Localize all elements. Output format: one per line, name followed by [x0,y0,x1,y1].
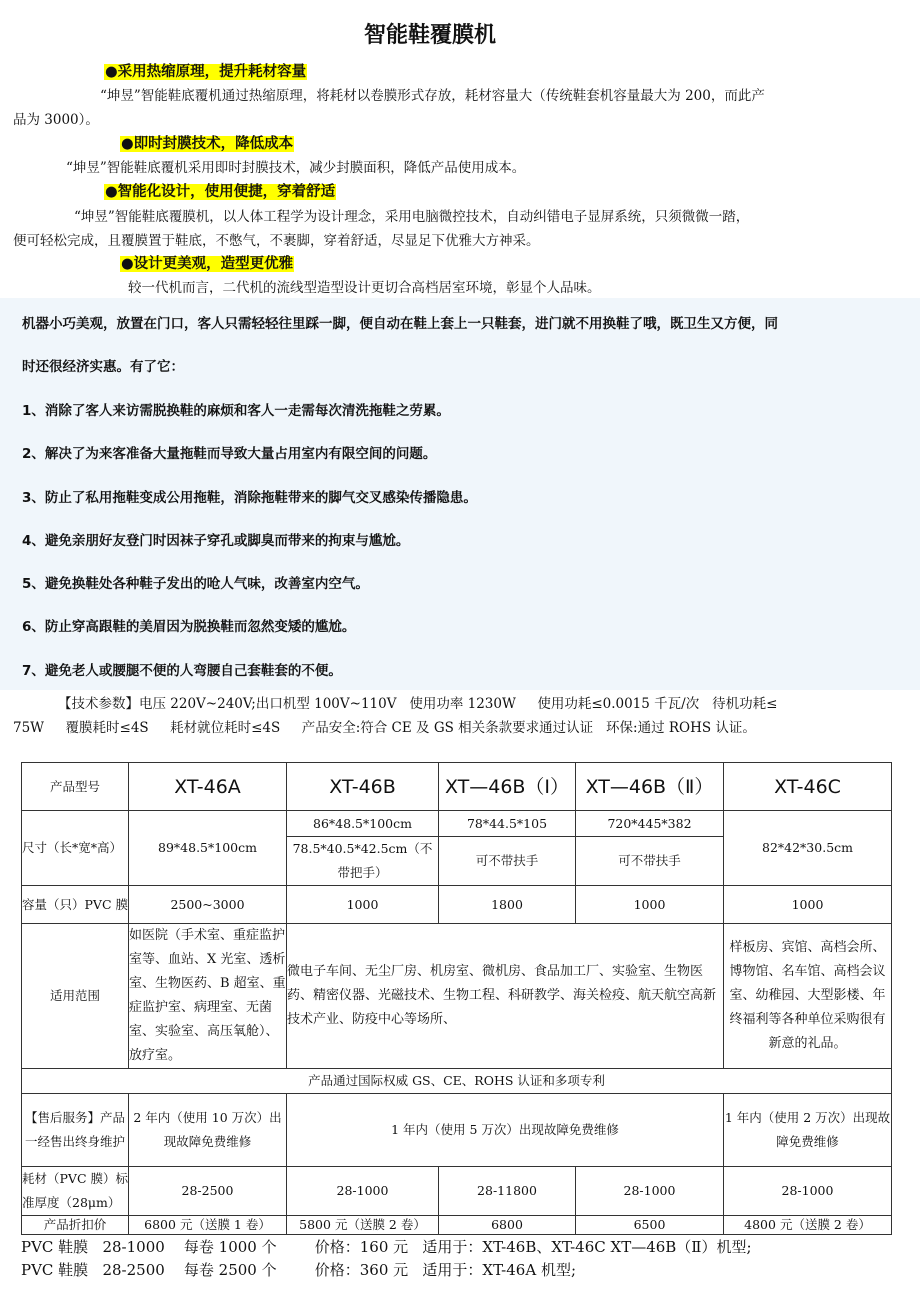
thickness-cell: 28-1000 [287,1167,439,1216]
bullet-highlight: ●采用热缩原理，提升耗材容量 [105,64,307,80]
benefit-item: 5、避免换鞋处各种鞋子发出的呛人气味，改善室内空气。 [22,576,369,592]
size-cell: 720*445*382 [576,811,724,837]
paragraph-line: 品为 3000）。 [13,112,99,128]
service-cell: 1 年内（使用 2 万次）出现故障免费维修 [724,1094,892,1167]
benefit-item: 3、防止了私用拖鞋变成公用拖鞋，消除拖鞋带来的脚气交叉感染传播隐患。 [22,490,477,506]
row-label: 容量（只）PVC 膜 [22,886,129,924]
table-row [22,811,892,837]
price-cell: 6800 元（送膜 1 卷） [129,1216,287,1235]
paragraph-line: 便可轻松完成，且覆膜置于鞋底，不憋气，不裹脚，穿着舒适，尽显足下优雅大方神采。 [13,233,540,249]
row-label: 适用范围 [22,924,129,1069]
benefit-item: 1、消除了客人来访需脱换鞋的麻烦和客人一走需每次清洗拖鞋之劳累。 [22,403,450,419]
scope-cell: 微电子车间、无尘厂房、机房室、微机房、食品加工厂、实验室、生物医药、精密仪器、光磁技术、生物工程、科研教学、海关检疫、航天航空高新技术产业、防疫中心等场所、 [287,924,724,1069]
row-label: 【售后服务】产品一经售出终身维护 [22,1094,129,1167]
row-label: 产品折扣价 [22,1216,129,1235]
capacity-cell: 1000 [724,886,892,924]
intro-line: 机器小巧美观，放置在门口，客人只需轻轻往里踩一脚，便自动在鞋上套上一只鞋套，进门就不用换鞋了哦，既卫生又方便，同 [22,316,778,332]
thickness-cell: 28-1000 [576,1167,724,1216]
paragraph-line: 较一代机而言，二代机的流线型造型设计更切合高档居室环境，彰显个人品味。 [128,280,601,296]
row-label: 耗材（PVC 膜）标准厚度（28μm） [22,1167,129,1216]
table-row [22,1094,892,1167]
model-cell: XT-46B [287,763,439,811]
capacity-cell: 2500~3000 [129,886,287,924]
paragraph-line: “坤昱”智能鞋底覆机采用即时封膜技术，减少封膜面积，降低产品使用成本。 [66,160,526,176]
bullet-highlight: ●设计更美观，造型更优雅 [121,256,294,272]
page-title: 智能鞋覆膜机 [363,23,496,48]
capacity-cell: 1000 [287,886,439,924]
size-cell: 可不带扶手 [576,837,724,886]
size-cell: 82*42*30.5cm [724,811,892,886]
size-cell: 86*48.5*100cm [287,811,439,837]
cert-cell: 产品通过国际权威 GS、CE、ROHS 认证和多项专利 [22,1069,892,1094]
table-row [22,1216,892,1235]
table-row [22,924,892,1069]
section-heading [104,60,307,81]
section-heading [120,132,294,153]
thickness-cell: 28-1000 [724,1167,892,1216]
bullet-highlight: ●即时封膜技术，降低成本 [121,136,294,152]
row-label: 尺寸（长*宽*高） [22,811,129,886]
benefit-item: 4、避免亲朋好友登门时因袜子穿孔或脚臭而带来的拘束与尴尬。 [22,533,410,549]
specs-line: 【技术参数】电压 220V~240V;出口机型 100V~110V 使用功率 1230W 使用功耗≤0.0015 千瓦/次 待机功耗≤ [58,696,778,712]
section-heading [104,180,336,201]
benefit-item: 6、防止穿高跟鞋的美眉因为脱换鞋而忽然变矮的尴尬。 [22,619,356,635]
model-cell: XT—46B（Ⅱ） [576,763,724,811]
size-cell: 78*44.5*105 [439,811,576,837]
table-row [22,1167,892,1216]
size-cell: 78.5*40.5*42.5cm（不带把手） [287,837,439,886]
row-label: 产品型号 [22,763,129,811]
price-cell: 5800 元（送膜 2 卷） [287,1216,439,1235]
model-cell: XT—46B（Ⅰ） [439,763,576,811]
benefit-item: 7、避免老人或腰腿不便的人弯腰自己套鞋套的不便。 [22,663,342,679]
model-cell: XT-46C [724,763,892,811]
scope-cell: 样板房、宾馆、高档会所、博物馆、名车馆、高档会议室、幼稚园、大型影楼、年终福利等各种单位采购很有新意的礼品。 [724,924,892,1069]
product-table [21,762,892,1235]
table-row [22,886,892,924]
specs-line: 75W 覆膜耗时≤4S 耗材就位耗时≤4S 产品安全:符合 CE 及 GS 相关条款要求通过认证 环保:通过 ROHS 认证。 [13,720,756,736]
thickness-cell: 28-11800 [439,1167,576,1216]
bullet-highlight: ●智能化设计，使用便捷，穿着舒适 [105,184,336,200]
scope-cell: 如医院（手术室、重症监护室等、血站、X 光室、透析室、生物医药、B 超室、重症监护室、病理室、无菌室、实验室、高压氧舱）、放疗室。 [129,924,287,1069]
paragraph-line: “坤昱”智能鞋底覆机通过热缩原理，将耗材以卷膜形式存放，耗材容量大（传统鞋套机容量最大为 200，而此产 [100,88,765,104]
intro-line: 时还很经济实惠。有了它： [22,359,184,375]
price-cell: 6800 [439,1216,576,1235]
benefit-item: 2、解决了为来客准备大量拖鞋而导致大量占用室内有限空间的问题。 [22,446,437,462]
capacity-cell: 1800 [439,886,576,924]
footer-line: PVC 鞋膜 28-1000 每卷 1000 个 价格：160 元 适用于：XT-46B、XT-46C XT—46B（Ⅱ）机型; [21,1238,752,1256]
section-heading [120,252,294,273]
paragraph-line: “坤昱”智能鞋底覆膜机，以人体工程学为设计理念，采用电脑微控技术，自动纠错电子显屏系统，只须微微一踏， [74,209,750,225]
size-cell: 89*48.5*100cm [129,811,287,886]
table-row [22,1069,892,1094]
service-cell: 1 年内（使用 5 万次）出现故障免费维修 [287,1094,724,1167]
price-cell: 6500 [576,1216,724,1235]
service-cell: 2 年内（使用 10 万次）出现故障免费维修 [129,1094,287,1167]
footer-line: PVC 鞋膜 28-2500 每卷 2500 个 价格：360 元 适用于：XT-46A 机型; [21,1261,576,1279]
model-cell: XT-46A [129,763,287,811]
thickness-cell: 28-2500 [129,1167,287,1216]
table-row [22,763,892,811]
size-cell: 可不带扶手 [439,837,576,886]
price-cell: 4800 元（送膜 2 卷） [724,1216,892,1235]
capacity-cell: 1000 [576,886,724,924]
